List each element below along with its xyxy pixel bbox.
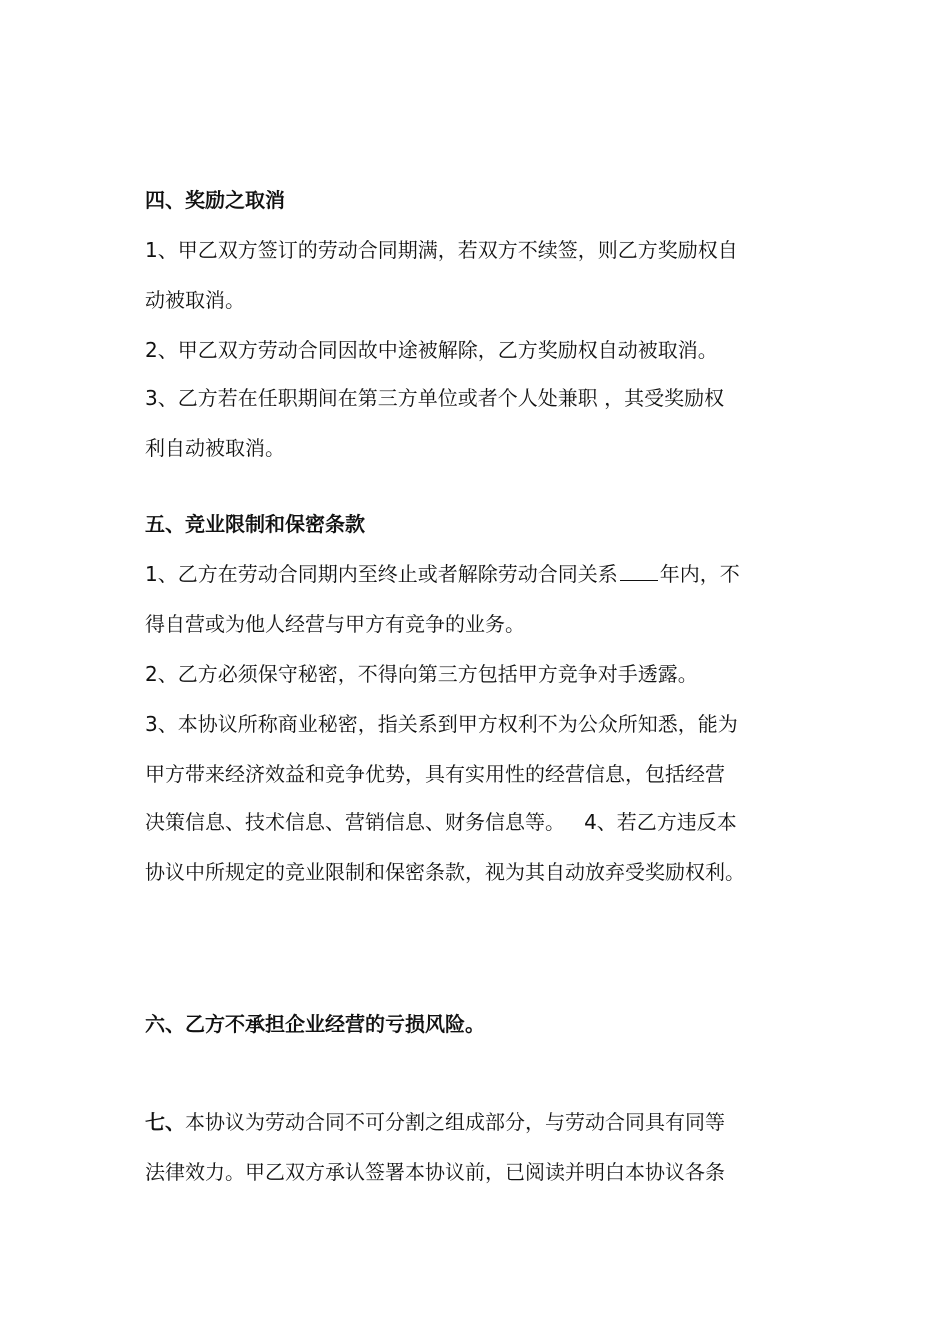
section-5-line-1 xyxy=(145,560,740,588)
section-4-line-1: 1、甲乙双方签订的劳动合同期满，若双方不续签，则乙方奖励权自 xyxy=(145,238,738,262)
fill-in-blank xyxy=(620,562,658,581)
section-4-line-4: 3、乙方若在任职期间在第三方单位或者个人处兼职 ，其受奖励权 xyxy=(145,386,725,410)
section-7-line-1 xyxy=(145,1108,725,1136)
section-5-line-3: 2、乙方必须保守秘密，不得向第三方包括甲方竞争对手透露。 xyxy=(145,662,698,686)
section-5-line-2: 得自营或为他人经营与甲方有竞争的业务。 xyxy=(145,612,525,636)
section-7-line-2: 法律效力。甲乙双方承认签署本协议前，已阅读并明白本协议各条 xyxy=(145,1160,725,1184)
section-4-heading: 四、奖励之取消 xyxy=(145,188,285,212)
section-5-line-5: 甲方带来经济效益和竞争优势，具有实用性的经营信息，包括经营 xyxy=(145,762,725,786)
section-5-line-1-text-after: 年内，不 xyxy=(659,562,740,586)
section-4-line-2: 动被取消。 xyxy=(145,288,245,312)
section-5-line-1-text-before: 1、乙方在劳动合同期内至终止或者解除劳动合同关系 xyxy=(145,562,618,586)
section-4-line-5: 利自动被取消。 xyxy=(145,436,285,460)
section-7-heading: 七、 xyxy=(145,1110,185,1134)
section-7-line-1-text: 本协议为劳动合同不可分割之组成部分，与劳动合同具有同等 xyxy=(185,1110,725,1134)
section-6-heading: 六、乙方不承担企业经营的亏损风险。 xyxy=(145,1012,485,1036)
section-5-heading: 五、竞业限制和保密条款 xyxy=(145,512,365,536)
section-5-line-6: 决策信息、技术信息、营销信息、财务信息等。 4、若乙方违反本 xyxy=(145,810,737,834)
section-4-line-3: 2、甲乙双方劳动合同因故中途被解除，乙方奖励权自动被取消。 xyxy=(145,338,718,362)
section-5-line-7: 协议中所规定的竞业限制和保密条款，视为其自动放弃受奖励权利。 xyxy=(145,860,745,884)
section-5-line-4: 3、本协议所称商业秘密，指关系到甲方权利不为公众所知悉，能为 xyxy=(145,712,738,736)
